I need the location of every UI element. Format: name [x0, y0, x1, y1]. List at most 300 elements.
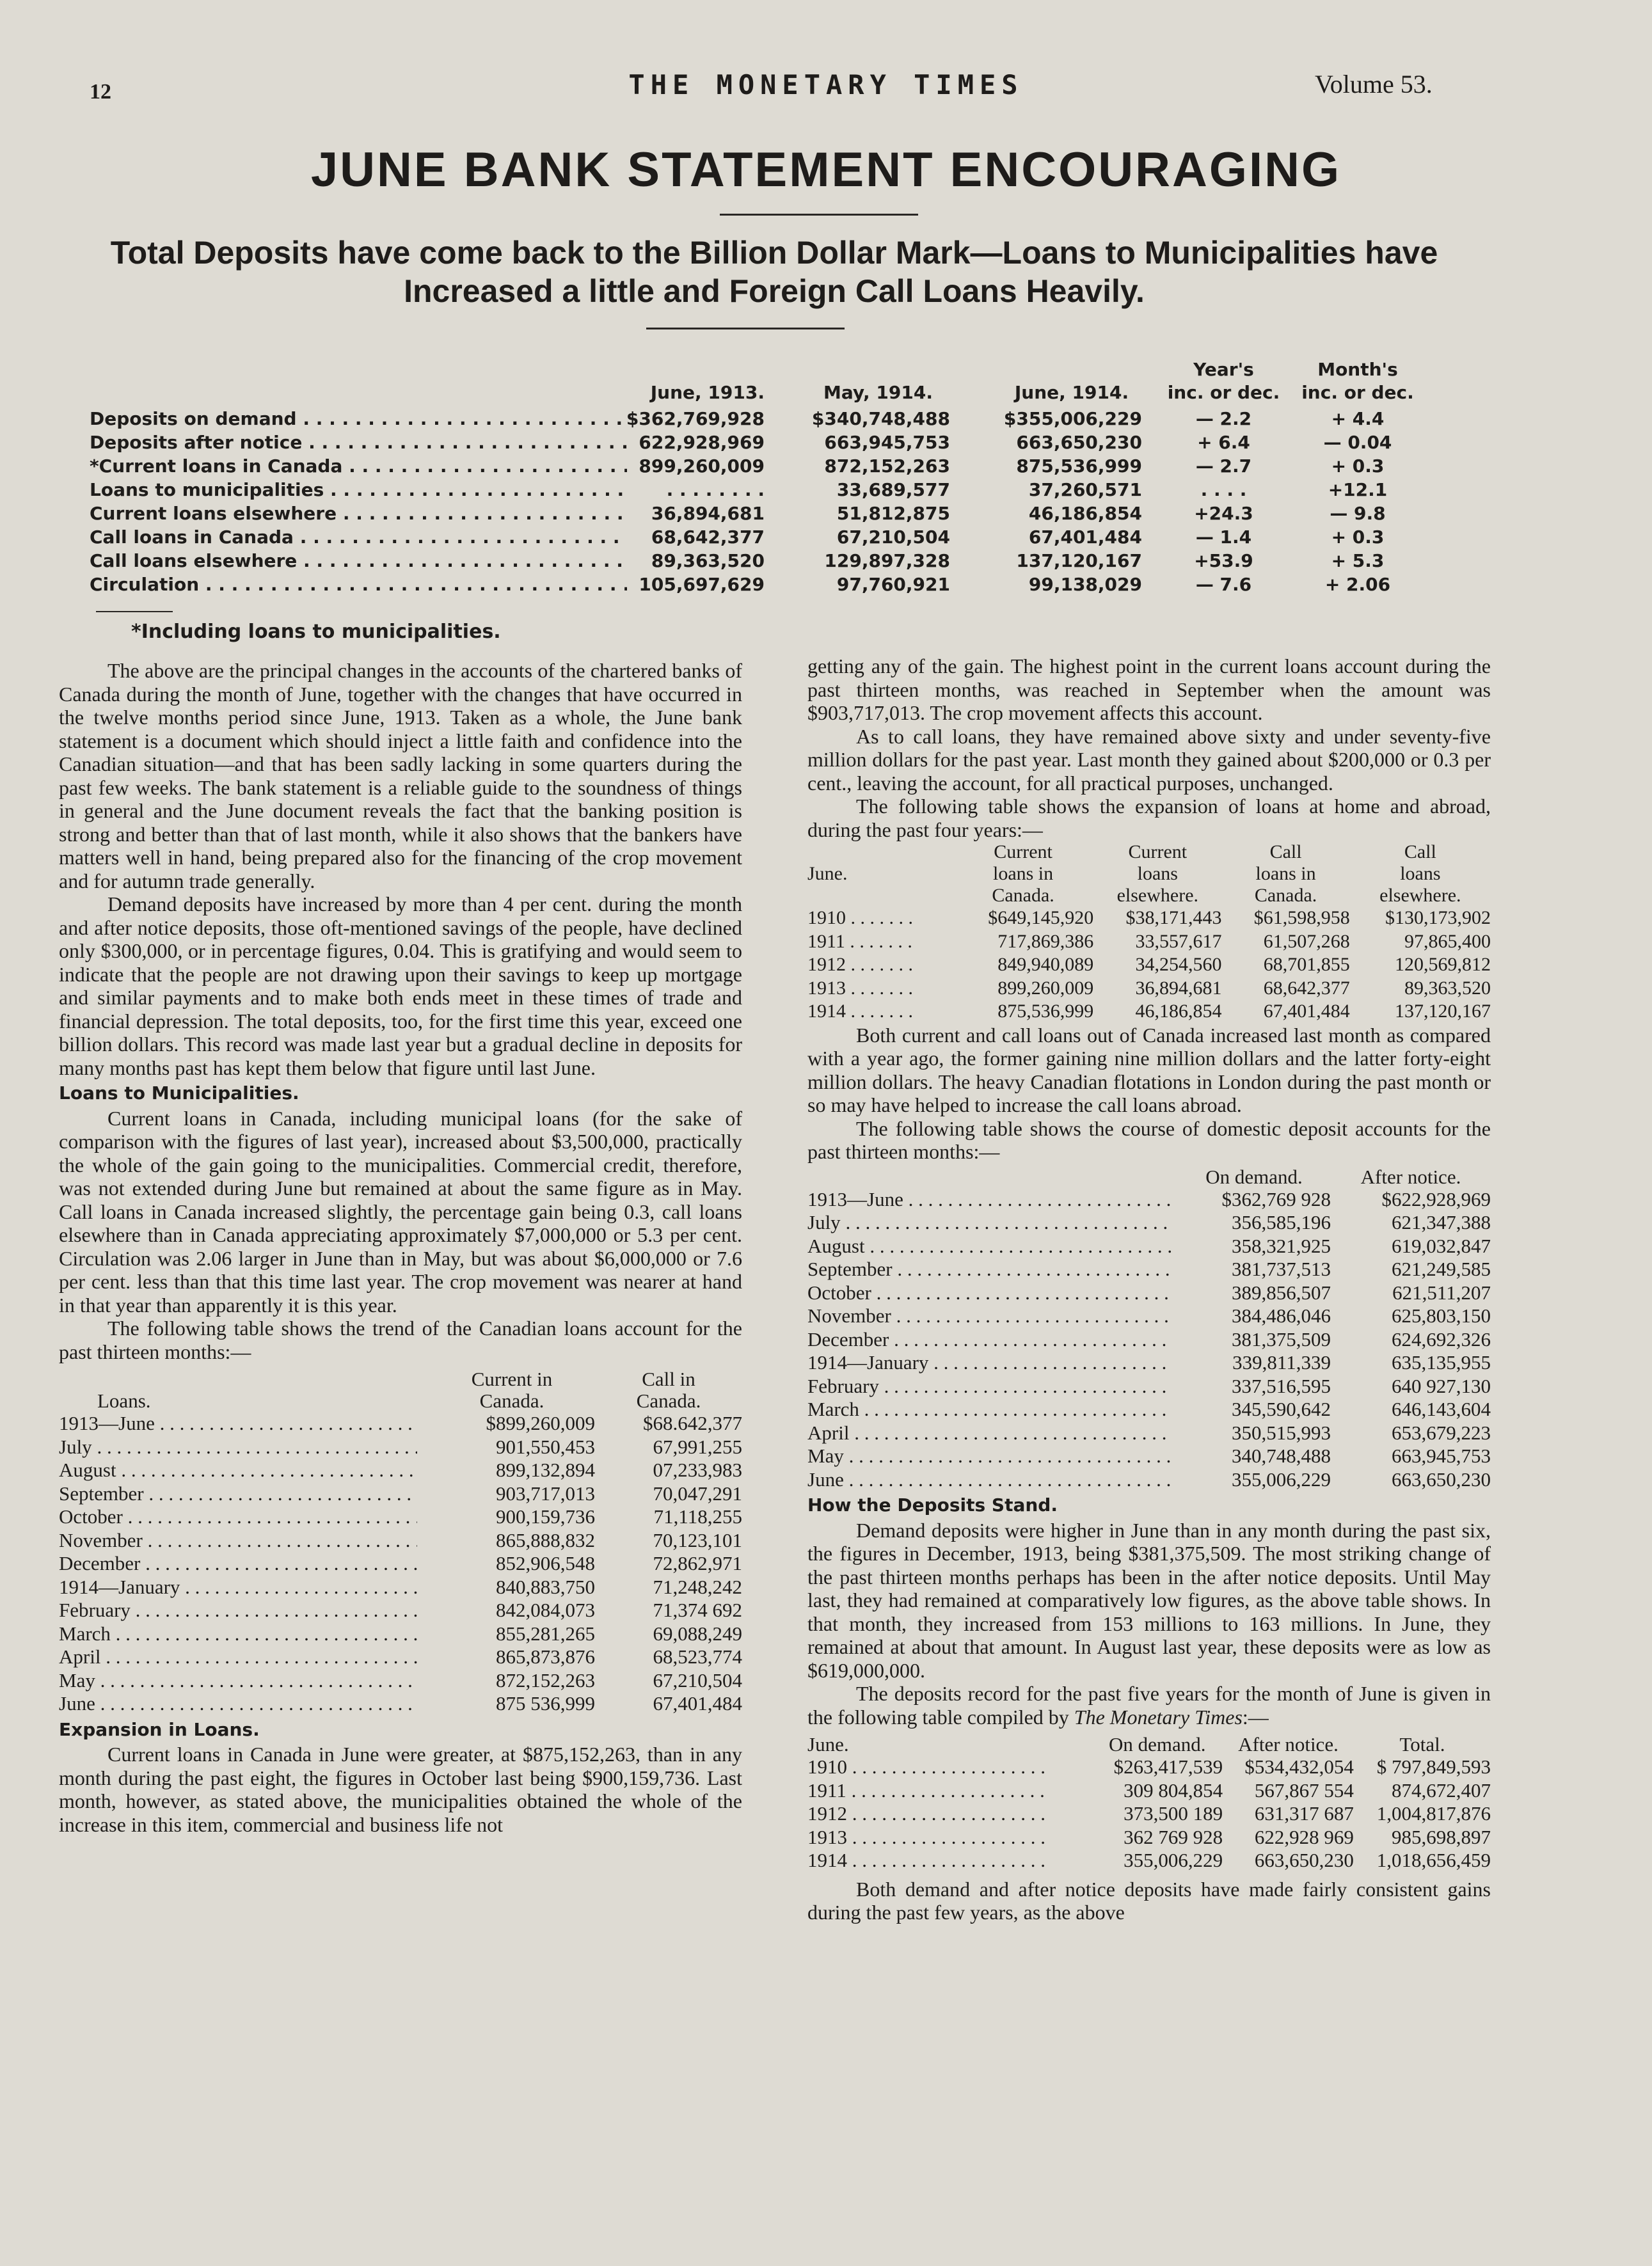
- row-label: [807, 1258, 1177, 1281]
- row-label-text: March . . .: [807, 1398, 1172, 1422]
- table-cell: 67,401,484: [653, 1692, 742, 1715]
- table-row: [807, 1000, 1491, 1024]
- table-cell: 89,363,520: [1404, 977, 1491, 999]
- table-cell: 640 927,130: [1392, 1374, 1491, 1397]
- row-label-text: 1910 . . .: [807, 1755, 1044, 1779]
- table-cell: 631,317 687: [1254, 1802, 1354, 1825]
- table-cell: 71,374 692: [653, 1599, 742, 1621]
- table-row: [59, 1459, 742, 1482]
- table-header: Call: [1404, 841, 1436, 862]
- table-row: [59, 1505, 742, 1529]
- table-cell: 71,118,255: [653, 1505, 742, 1528]
- article-subheadline: Total Deposits have come back to the Billion Dollar Mark—Loans to Municipalities have Increased a little and Foreign Call Loans Heavily.: [110, 235, 1438, 309]
- table-cell: 621,347,388: [1392, 1211, 1491, 1233]
- summary-cell: — 2.7: [1195, 456, 1252, 477]
- summary-row-label: *Current loans in Canada . . .: [90, 454, 627, 478]
- table-cell: 899,260,009: [997, 977, 1094, 999]
- table-header: June.: [807, 863, 848, 884]
- summary-footnote: *Including loans to municipalities.: [131, 621, 501, 643]
- table-cell: 362 769 928: [1124, 1825, 1223, 1848]
- summary-row: [90, 407, 1472, 431]
- table-header: Call in: [642, 1368, 695, 1390]
- summary-row: [90, 454, 1472, 478]
- table-row: [807, 1211, 1491, 1235]
- row-label: [807, 1304, 1177, 1328]
- table-row: [807, 1826, 1491, 1850]
- row-label-text: 1912 . . .: [807, 953, 916, 977]
- table-row: [59, 1599, 742, 1622]
- paragraph: The following table shows the course of domestic deposit accounts for the past thirteen months:—: [807, 1116, 1491, 1163]
- row-label: [807, 1375, 1177, 1398]
- table-header: elsewhere.: [1116, 885, 1199, 906]
- table-row: [807, 1281, 1491, 1305]
- row-label-text: September . . .: [807, 1258, 1172, 1281]
- summary-row: [90, 549, 1472, 573]
- table-cell: 840,883,750: [496, 1575, 595, 1598]
- table-cell: 355,006,229: [1124, 1849, 1223, 1871]
- right-column: [807, 654, 1491, 1924]
- summary-row: [90, 478, 1472, 502]
- summary-cell: 68,642,377: [651, 527, 765, 548]
- table-cell: 340,748,488: [1232, 1445, 1331, 1467]
- row-label: [807, 1188, 1177, 1212]
- table-cell: 69,088,249: [653, 1622, 742, 1645]
- table-cell: 358,321,925: [1232, 1234, 1331, 1257]
- summary-row: [90, 573, 1472, 596]
- table-row: [807, 1802, 1491, 1826]
- row-label-text: July . . .: [59, 1436, 417, 1459]
- table-cell: $68.642,377: [643, 1412, 742, 1434]
- row-label: [807, 1235, 1177, 1258]
- row-label-text: April . . .: [807, 1422, 1172, 1445]
- table-cell: 97,865,400: [1404, 930, 1491, 952]
- table-header: Loans.: [97, 1390, 151, 1412]
- paragraph: As to call loans, they have remained above sixty and under seventy-five million dollars for the past year. Last month they gained about $200,000 or 0.3 per cent., leaving the account, for all practical purposes, unchanged.: [807, 724, 1491, 795]
- table-row: [807, 1755, 1491, 1779]
- summary-cell: — 1.4: [1195, 527, 1252, 548]
- summary-cell: +53.9: [1194, 550, 1253, 571]
- summary-header-5: inc. or dec.: [1301, 382, 1414, 403]
- row-label: [59, 1436, 429, 1459]
- table-row: [807, 1468, 1491, 1492]
- paragraph: Current loans in Canada in June were greater, at $875,152,263, than in any month during the past eight, the figures in October last being $900,159,736. Last month, however, as stated above, the municipalities obtained the whole of the increase in this item, commercial and business life not: [59, 1743, 742, 1836]
- article-headline: JUNE BANK STATEMENT ENCOURAGING: [310, 143, 1342, 197]
- row-label-text: October . . .: [59, 1505, 417, 1529]
- paragraph: Demand deposits were higher in June than in any month during the past six, the figures in December, 1913, being $381,375,509. The most striking change of the past thirteen months perhaps has been in the after notice deposits. Until May last, they had remained at comparatively low figures, as the above table shows. In that month, they increased from 153 millions to 163 millions. In June, they remained at about that amount. In August last year, these deposits were as low as $619,000,000.: [807, 1518, 1491, 1682]
- table-cell: 865,873,876: [496, 1645, 595, 1668]
- table-header: June.: [807, 1733, 849, 1755]
- table-cell: 137,120,167: [1395, 1001, 1491, 1022]
- summary-cell: — 0.04: [1323, 432, 1392, 453]
- table-cell: 72,862,971: [653, 1552, 742, 1574]
- row-label-text: October . . .: [807, 1281, 1172, 1305]
- table-cell: 309 804,854: [1124, 1779, 1223, 1802]
- summary-header-top-5: Month's: [1317, 359, 1398, 380]
- table-row: [807, 1328, 1491, 1352]
- summary-header-2: May, 1914.: [823, 382, 933, 403]
- summary-cell: 872,152,263: [824, 456, 950, 477]
- table-cell: 663,945,753: [1392, 1445, 1491, 1467]
- row-label: [807, 930, 953, 954]
- row-label: [807, 1281, 1177, 1305]
- table-row: [59, 1552, 742, 1576]
- row-label: [59, 1622, 429, 1646]
- table-row: [807, 1304, 1491, 1328]
- paragraph-text: The deposits record for the past five years for the month of June is given in the following table compiled by: [807, 1682, 1491, 1729]
- table-row: [807, 1849, 1491, 1873]
- five-year-table: [807, 1734, 1491, 1873]
- table-cell: 1,004,817,876: [1376, 1802, 1491, 1825]
- table-row: [59, 1669, 742, 1693]
- row-label: [807, 1328, 1177, 1352]
- summary-cell: +12.1: [1328, 479, 1388, 500]
- table-header: Current in: [471, 1368, 553, 1390]
- paragraph: Both demand and after notice deposits have made fairly consistent gains during the past few years, as the above: [807, 1877, 1491, 1924]
- row-label-text: September . . .: [59, 1482, 417, 1506]
- row-label: [807, 1398, 1177, 1422]
- table-cell: 635,135,955: [1392, 1351, 1491, 1374]
- summary-header-3: June, 1914.: [1014, 382, 1129, 403]
- row-label: [807, 907, 953, 930]
- table-cell: 663,650,230: [1392, 1468, 1491, 1491]
- table-header: loans in: [992, 863, 1054, 884]
- summary-row-label: Deposits after notice . . .: [90, 431, 627, 454]
- table-row: [807, 953, 1491, 977]
- summary-cell: 899,260,009: [639, 456, 765, 477]
- table-header: After notice.: [1360, 1165, 1461, 1188]
- summary-cell: . . . .: [1200, 479, 1247, 500]
- row-label: [807, 1211, 1177, 1235]
- table-cell: 355,006,229: [1232, 1468, 1331, 1491]
- table-row: [807, 930, 1491, 954]
- row-label-text: August . . .: [59, 1459, 417, 1482]
- row-label-text: 1911 . . .: [807, 930, 916, 954]
- table-header: Canada.: [1254, 885, 1317, 906]
- table-cell: 68,642,377: [1263, 977, 1350, 999]
- row-label: [59, 1552, 429, 1576]
- table-cell: 663,650,230: [1254, 1849, 1354, 1871]
- summary-cell: 33,689,577: [836, 479, 950, 500]
- table-cell: $61,598,958: [1253, 907, 1350, 928]
- publication-title: THE MONETARY TIMES: [628, 69, 1024, 100]
- section-heading: Loans to Municipalities.: [59, 1082, 299, 1104]
- row-label: [59, 1529, 429, 1553]
- table-row: [807, 1779, 1491, 1803]
- table-cell: $534,432,054: [1244, 1755, 1354, 1778]
- table-cell: 67,401,484: [1263, 1001, 1350, 1022]
- table-cell: 875,536,999: [997, 1001, 1094, 1022]
- deposit-table: [807, 1166, 1491, 1492]
- table-cell: 120,569,812: [1395, 954, 1491, 975]
- table-cell: 384,486,046: [1232, 1304, 1331, 1327]
- table-cell: 339,811,339: [1232, 1351, 1331, 1374]
- summary-cell: 129,897,328: [824, 550, 950, 571]
- table-header: On demand.: [1108, 1733, 1206, 1755]
- summary-cell: 46,186,854: [1028, 503, 1142, 524]
- table-cell: 33,557,617: [1135, 930, 1222, 952]
- row-label-text: 1913 . . .: [807, 1826, 1044, 1850]
- table-cell: 646,143,604: [1392, 1398, 1491, 1420]
- table-cell: 34,254,560: [1135, 954, 1222, 975]
- summary-cell: 97,760,921: [836, 574, 950, 595]
- summary-row: [90, 525, 1472, 549]
- table-cell: 842,084,073: [496, 1599, 595, 1621]
- table-cell: 345,590,642: [1232, 1398, 1331, 1420]
- left-column: [59, 659, 742, 1836]
- table-cell: 389,856,507: [1232, 1281, 1331, 1304]
- rule-divider: [720, 214, 918, 216]
- row-label-text: 1912 . . .: [807, 1802, 1044, 1826]
- row-label-text: 1914 . . .: [807, 1000, 916, 1024]
- row-label: [59, 1692, 429, 1716]
- table-cell: 567,867 554: [1254, 1779, 1354, 1802]
- summary-cell: — 9.8: [1330, 503, 1386, 524]
- volume-label: Volume 53.: [1315, 70, 1433, 99]
- table-cell: 68,523,774: [653, 1645, 742, 1668]
- rule-divider: [646, 328, 845, 329]
- table-cell: 381,737,513: [1232, 1258, 1331, 1280]
- table-cell: 1,018,656,459: [1376, 1849, 1491, 1871]
- table-cell: $38,171,443: [1125, 907, 1222, 928]
- paragraph: Both current and call loans out of Canada increased last month as compared with a year ago, the former gaining nine million dollars and the latter forty-eight million dollars. The heavy Canadian flotations in London during the past month or so may have helped to increase the call loans abroad.: [807, 1023, 1491, 1116]
- table-header: elsewhere.: [1379, 885, 1461, 906]
- row-label-text: February . . .: [59, 1599, 417, 1622]
- row-label-text: 1911 . . .: [807, 1779, 1044, 1803]
- table-row: [59, 1576, 742, 1599]
- table-cell: $899,260,009: [486, 1412, 595, 1434]
- summary-cell: 105,697,629: [639, 574, 765, 595]
- table-cell: $622,928,969: [1381, 1187, 1491, 1210]
- section-heading: Expansion in Loans.: [59, 1718, 260, 1740]
- summary-cell: — 7.6: [1195, 574, 1252, 595]
- table-row: [59, 1412, 742, 1436]
- row-label-text: 1913 . . .: [807, 977, 916, 1001]
- row-label-text: 1914—January . . .: [807, 1351, 1172, 1375]
- row-label-text: November . . .: [807, 1304, 1172, 1328]
- row-label-text: 1913—June . . .: [807, 1188, 1172, 1212]
- summary-cell: 137,120,167: [1016, 550, 1142, 571]
- table-row: [59, 1622, 742, 1646]
- summary-cell: 51,812,875: [836, 503, 950, 524]
- summary-cell: 67,210,504: [836, 527, 950, 548]
- table-row: [807, 1375, 1491, 1398]
- summary-header-top-4: Year's: [1193, 359, 1254, 380]
- table-cell: 70,047,291: [653, 1482, 742, 1505]
- loans-table: [59, 1368, 742, 1716]
- summary-cell: + 0.3: [1331, 456, 1385, 477]
- table-row: [807, 977, 1491, 1001]
- table-cell: 07,233,983: [653, 1459, 742, 1481]
- row-label-text: August . . .: [807, 1235, 1172, 1258]
- paragraph: The following table shows the expansion of loans at home and abroad, during the past four years:—: [807, 795, 1491, 841]
- table-cell: 61,507,268: [1263, 930, 1350, 952]
- row-label: [59, 1645, 429, 1669]
- table-cell: 36,894,681: [1135, 977, 1222, 999]
- table-cell: 855,281,265: [496, 1622, 595, 1645]
- row-label: [807, 1849, 1092, 1873]
- row-label: [807, 953, 953, 977]
- summary-cell: — 2.2: [1195, 408, 1252, 429]
- summary-row-label: Loans to municipalities . . .: [90, 478, 627, 502]
- table-cell: 985,698,897: [1392, 1825, 1491, 1848]
- row-label: [807, 1755, 1092, 1779]
- table-header: Current: [994, 841, 1052, 862]
- paragraph: [807, 1682, 1491, 1729]
- table-cell: 71,248,242: [653, 1575, 742, 1598]
- row-label: [59, 1599, 429, 1622]
- row-label: [59, 1412, 429, 1436]
- table-cell: $263,417,539: [1113, 1755, 1223, 1778]
- summary-cell: 663,650,230: [1016, 432, 1142, 453]
- table-cell: 356,585,196: [1232, 1211, 1331, 1233]
- table-row: [807, 1351, 1491, 1375]
- table-cell: 68,701,855: [1263, 954, 1350, 975]
- summary-row: [90, 502, 1472, 525]
- summary-cell: $362,769,928: [626, 408, 765, 429]
- table-header: Total.: [1399, 1733, 1445, 1755]
- row-label-text: June . . .: [807, 1468, 1172, 1492]
- paragraph: getting any of the gain. The highest point in the current loans account during the past thirteen months, was reached in September when the amount was $903,717,013. The crop movement affects this account.: [807, 654, 1491, 724]
- row-label: [59, 1669, 429, 1693]
- table-cell: $130,173,902: [1385, 907, 1491, 928]
- row-label: [807, 1468, 1177, 1492]
- summary-row-label: Call loans elsewhere . . .: [90, 549, 627, 573]
- summary-cell: + 4.4: [1331, 408, 1385, 429]
- table-cell: 337,516,595: [1232, 1374, 1331, 1397]
- table-cell: 46,186,854: [1135, 1001, 1222, 1022]
- summary-cell: 67,401,484: [1028, 527, 1142, 548]
- summary-row-label: Deposits on demand . . .: [90, 407, 627, 431]
- row-label: [807, 1779, 1092, 1803]
- table-cell: 852,906,548: [496, 1552, 595, 1574]
- paragraph: Demand deposits have increased by more than 4 per cent. during the month and after notice deposits, those oft-mentioned savings of the people, have declined only $300,000, or in percentage figures, 0.04. This is gratifying and would seem to indicate that the people are not drawing upon their savings to keep up mortgage and similar payments and to make both ends meet in these times of trade and financial depression. The total deposits, too, for the first time this year, exceed one billion dollars. This record was made last year but a gradual decline in deposits for many months past has kept them below that figure until last June.: [59, 892, 742, 1079]
- table-row: [59, 1692, 742, 1716]
- table-cell: $649,145,920: [988, 907, 1094, 928]
- table-row: [807, 1422, 1491, 1445]
- table-cell: 619,032,847: [1392, 1234, 1491, 1257]
- table-cell: 350,515,993: [1232, 1421, 1331, 1444]
- row-label-text: June . . .: [59, 1692, 417, 1716]
- summary-cell: + 0.3: [1331, 527, 1385, 548]
- row-label-text: July . . .: [807, 1211, 1172, 1235]
- row-label-text: November . . .: [59, 1529, 417, 1553]
- summary-cell: + 5.3: [1331, 550, 1385, 571]
- table-row: [807, 1445, 1491, 1468]
- table-header: Canada.: [636, 1390, 701, 1412]
- table-cell: 900,159,736: [496, 1505, 595, 1528]
- summary-cell: + 2.06: [1324, 574, 1391, 595]
- table-header: Current: [1128, 841, 1187, 862]
- table-row: [807, 1188, 1491, 1212]
- row-label: [807, 1351, 1177, 1375]
- row-label: [807, 1802, 1092, 1826]
- table-cell: 872,152,263: [496, 1668, 595, 1692]
- summary-cell: 89,363,520: [651, 550, 765, 571]
- summary-header-1: June, 1913.: [650, 382, 765, 403]
- summary-cell: 663,945,753: [824, 432, 950, 453]
- table-cell: 70,123,101: [653, 1528, 742, 1551]
- summary-cell: 37,260,571: [1028, 479, 1142, 500]
- row-label: [59, 1459, 429, 1482]
- table-cell: 381,375,509: [1232, 1327, 1331, 1351]
- page-number: 12: [90, 80, 111, 104]
- row-label: [59, 1576, 429, 1599]
- table-cell: 903,717,013: [496, 1482, 595, 1505]
- table-header: Canada.: [479, 1390, 544, 1412]
- row-label-text: April . . .: [59, 1645, 417, 1669]
- table-row: [59, 1529, 742, 1553]
- table-header: Canada.: [992, 885, 1054, 906]
- row-label: [807, 1826, 1092, 1850]
- row-label: [807, 1000, 953, 1024]
- row-label-text: 1914 . . .: [807, 1849, 1044, 1873]
- summary-cell: 875,536,999: [1016, 456, 1142, 477]
- summary-cell: 36,894,681: [651, 503, 765, 524]
- table-row: [807, 1398, 1491, 1422]
- summary-cell: 622,928,969: [639, 432, 765, 453]
- table-row: [59, 1482, 742, 1506]
- row-label-text: 1910 . . .: [807, 907, 916, 930]
- table-cell: 373,500 189: [1124, 1802, 1223, 1825]
- table-cell: 67,210,504: [653, 1668, 742, 1692]
- row-label-text: December . . .: [807, 1328, 1172, 1352]
- table-cell: 624,692,326: [1392, 1327, 1491, 1351]
- summary-row-label: Call loans in Canada . . .: [90, 525, 627, 549]
- table-cell: 849,940,089: [997, 954, 1094, 975]
- row-label: [59, 1482, 429, 1506]
- table-header: loans: [1400, 863, 1441, 884]
- table-cell: 621,249,585: [1392, 1258, 1491, 1280]
- summary-cell: $340,748,488: [811, 408, 950, 429]
- table-cell: 625,803,150: [1392, 1304, 1491, 1327]
- paragraph: Current loans in Canada, including municipal loans (for the sake of comparison with the figures of last year), increased about $3,500,000, practically the whole of the gain going to the municipalities. Commercial credit, therefore, was not extended during June but remained at about the same figure as in May. Call loans in Canada increased slightly, the percentage gain being 0.3, call loans elsewhere than in Canada appreciating approximately $7,000,000 or 5.3 per cent. Circulation was 2.06 larger in June than in May, but was about $6,000,000 or 7.6 per cent. less than that this time last year. The crop movement was nearer at hand in that year than apparently it is this year.: [59, 1106, 742, 1317]
- row-label-text: March . . .: [59, 1622, 417, 1646]
- row-label-text: December . . .: [59, 1552, 417, 1576]
- table-row: [59, 1436, 742, 1459]
- table-row: [807, 1235, 1491, 1258]
- summary-row-label: Circulation . . .: [90, 573, 627, 596]
- summary-header-4: inc. or dec.: [1167, 382, 1280, 403]
- table-cell: 67,991,255: [653, 1435, 742, 1458]
- table-cell: $362,769 928: [1221, 1187, 1331, 1210]
- table-cell: 901,550,453: [496, 1435, 595, 1458]
- table-cell: 865,888,832: [496, 1528, 595, 1551]
- summary-cell: . . . . . . . .: [666, 479, 765, 500]
- table-cell: 717,869,386: [997, 930, 1094, 952]
- row-label: [807, 1422, 1177, 1445]
- paragraph: The following table shows the trend of the Canadian loans account for the past thirteen months:—: [59, 1317, 742, 1363]
- table-cell: 653,679,223: [1392, 1421, 1491, 1444]
- table-header: Call: [1269, 841, 1302, 862]
- summary-cell: $355,006,229: [1003, 408, 1142, 429]
- row-label: [59, 1505, 429, 1529]
- table-header: loans: [1137, 863, 1178, 884]
- table-cell: 874,672,407: [1392, 1779, 1491, 1802]
- table-cell: 622,928 969: [1254, 1825, 1354, 1848]
- row-label-text: 1914—January . . .: [59, 1576, 417, 1599]
- table-row: [807, 1258, 1491, 1281]
- paragraph: The above are the principal changes in the accounts of the chartered banks of Canada during the month of June, together with the changes that have occurred in the twelve months period since June, 1913. Taken as a whole, the June bank statement is a document which should inject a little faith and confidence into the Canadian situation—and that has been sadly lacking in some quarters during the past few weeks. The bank statement is a reliable guide to the soundness of things in general and the June document reveals the fact that the banking position is strong and better than that of last month, while it also shows that the bankers have matters well in hand, being prepared also for the financing of the crop movement and for autumn trade generally.: [59, 659, 742, 892]
- table-header: On demand.: [1205, 1165, 1303, 1188]
- row-label-text: February . . .: [807, 1375, 1172, 1398]
- row-label: [807, 1445, 1177, 1468]
- table-cell: 621,511,207: [1392, 1281, 1491, 1304]
- summary-cell: + 6.4: [1197, 432, 1250, 453]
- row-label-text: May . . .: [807, 1445, 1172, 1468]
- footnote-rule: [96, 611, 173, 612]
- table-row: [59, 1645, 742, 1669]
- section-heading: How the Deposits Stand.: [807, 1494, 1058, 1516]
